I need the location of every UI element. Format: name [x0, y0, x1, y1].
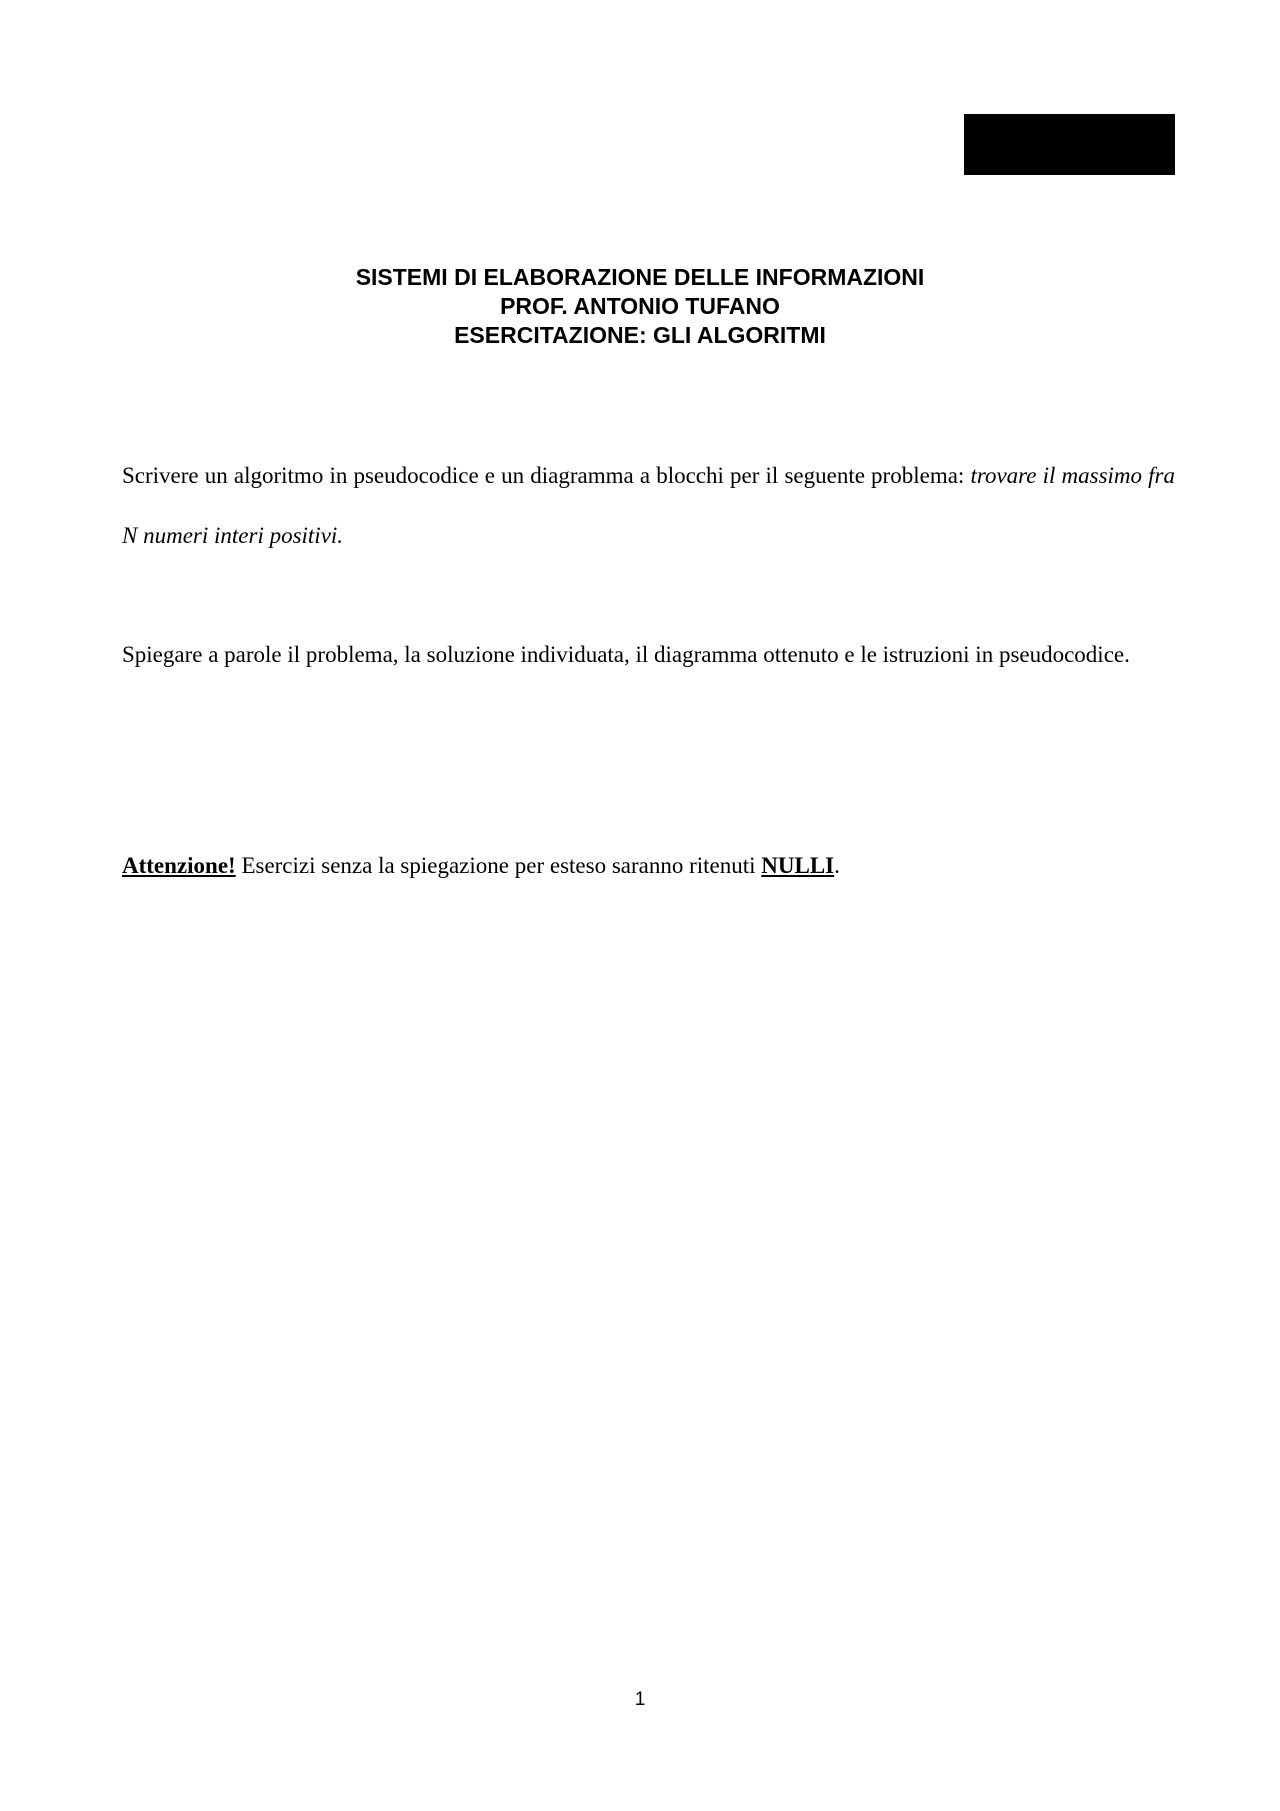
explanation-paragraph: Spiegare a parole il problema, la soluzione individuata, il diagramma ottenuto e le istruzioni in pseudocodice.: [122, 642, 1130, 667]
document-header: [0, 263, 1280, 350]
page-number: 1: [634, 1689, 646, 1710]
warning-emphasis: NULLI: [761, 853, 835, 878]
exercise-title: ESERCITAZIONE: GLI ALGORITMI: [454, 322, 826, 348]
redaction-box: [964, 114, 1175, 175]
warning-paragraph: [122, 836, 1175, 896]
warning-label: Attenzione!: [122, 853, 236, 878]
warning-end: .: [834, 853, 840, 878]
task-paragraph: [122, 446, 1175, 566]
task-intro: Scrivere un algoritmo in pseudocodice e un diagramma a blocchi per il seguente problema:: [122, 463, 971, 488]
professor-name: PROF. ANTONIO TUFANO: [500, 293, 780, 319]
course-title: SISTEMI DI ELABORAZIONE DELLE INFORMAZIONI: [355, 264, 925, 290]
task-problem: trovare il massimo fra N numeri interi positivi.: [122, 463, 1175, 548]
warning-text: Esercizi senza la spiegazione per esteso saranno ritenuti: [235, 853, 762, 878]
